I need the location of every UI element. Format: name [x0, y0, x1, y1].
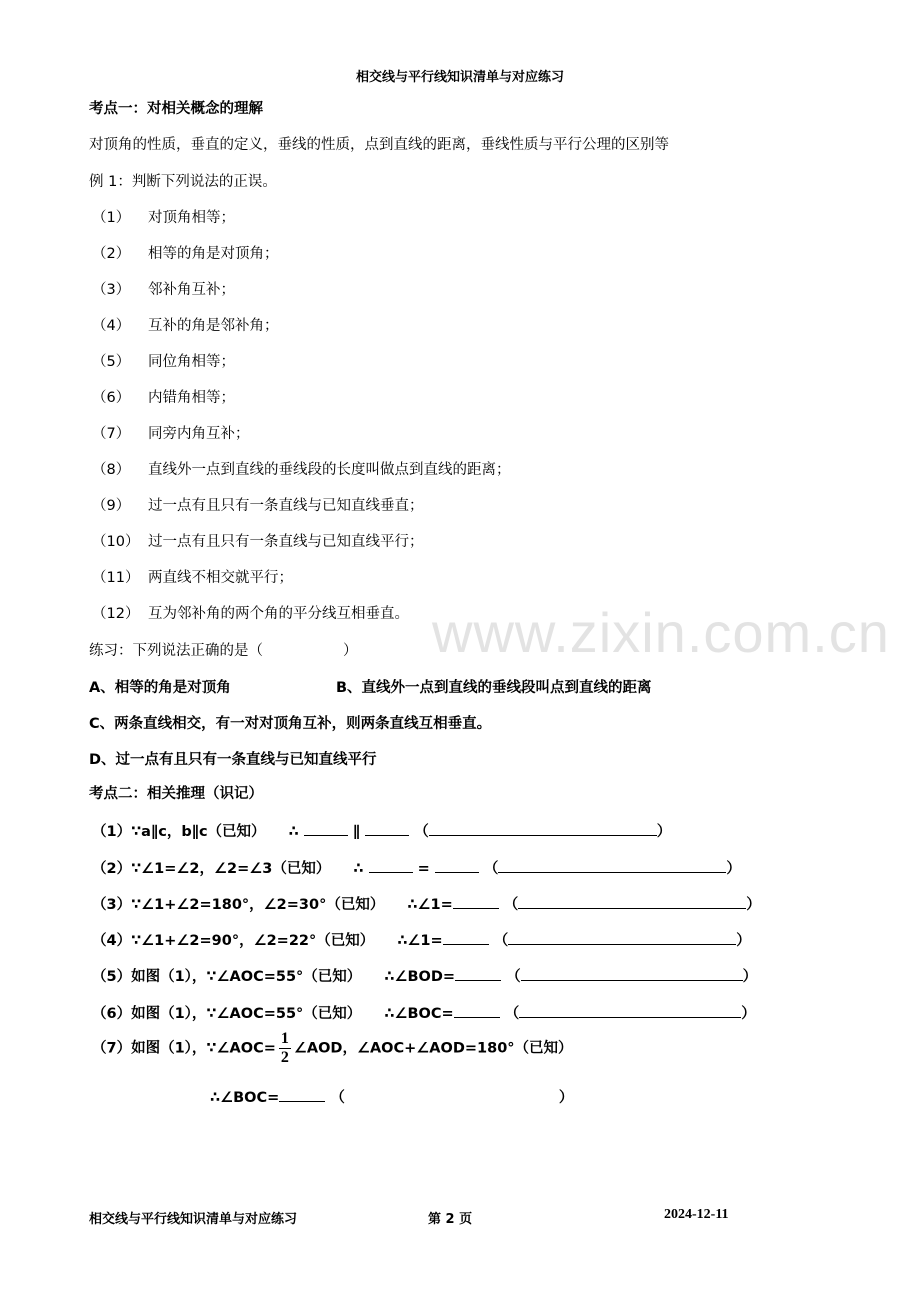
blank-field[interactable] [369, 858, 413, 873]
example-title: 例 1：判断下列说法的正误。 [89, 174, 277, 190]
reason-field[interactable] [519, 1003, 741, 1018]
option-d: D、过一点有且只有一条直线与已知直线平行 [89, 752, 377, 768]
reason-field[interactable] [498, 858, 726, 873]
list-item: （8） 直线外一点到直线的垂线段的长度叫做点到直线的距离； [92, 462, 511, 478]
list-item: （7） 同旁内角互补； [92, 426, 250, 442]
reasoning-row-7: （7）如图（1），∵∠AOC= $\frac{1}{2}$ ∠AOD，∠AOC+∠AOD=180°（已知） [92, 1030, 573, 1066]
list-item: （4） 互补的角是邻补角； [92, 318, 279, 334]
watermark: www.zixin.com.cn [432, 601, 890, 664]
fraction: $\frac{1}{2}$ [280, 1030, 289, 1066]
list-item: （11） 两直线不相交就平行； [92, 570, 293, 586]
reason-field[interactable] [508, 930, 736, 945]
blank-field[interactable] [453, 894, 499, 909]
option-b: B、直线外一点到直线的垂线段叫点到直线的距离 [336, 680, 652, 696]
blank-field[interactable] [454, 1003, 500, 1018]
practice-question: 练习：下列说法正确的是（ ） [89, 643, 358, 659]
list-item: （3） 邻补角互补； [92, 282, 235, 298]
list-item: （2） 相等的角是对顶角； [92, 246, 279, 262]
blank-field[interactable] [304, 821, 348, 836]
section-heading-1: 考点一：对相关概念的理解 [89, 101, 263, 117]
intro-text: 对顶角的性质，垂直的定义，垂线的性质，点到直线的距离，垂线性质与平行公理的区别等 [89, 137, 669, 153]
section-heading-2: 考点二：相关推理（识记） [89, 786, 263, 802]
reasoning-row-2: （2）∵∠1=∠2，∠2=∠3（已知） ∴ = （ ） [92, 857, 741, 878]
reasoning-row-1: （1）∵a∥c，b∥c（已知） ∴ ∥ （ ） [92, 820, 671, 841]
reasoning-row-7-conclusion: ∴∠BOC= （ ） [210, 1086, 573, 1107]
blank-field[interactable] [443, 930, 489, 945]
blank-field[interactable] [279, 1087, 325, 1102]
page-title: 相交线与平行线知识清单与对应练习 [355, 70, 564, 85]
list-item: （12） 互为邻补角的两个角的平分线互相垂直。 [92, 606, 409, 622]
blank-field[interactable] [435, 858, 479, 873]
page-number: 第 2 页 [428, 1212, 473, 1227]
option-c: C、两条直线相交，有一对对顶角互补，则两条直线互相垂直。 [89, 716, 492, 732]
footer-title: 相交线与平行线知识清单与对应练习 [89, 1212, 298, 1227]
reason-field[interactable] [429, 821, 657, 836]
list-item: （6） 内错角相等； [92, 390, 235, 406]
blank-field[interactable] [365, 821, 409, 836]
option-a: A、相等的角是对顶角 [89, 680, 231, 696]
reason-field[interactable] [518, 894, 746, 909]
blank-field[interactable] [455, 966, 501, 981]
reason-field[interactable] [521, 966, 743, 981]
list-item: （1） 对顶角相等； [92, 210, 235, 226]
reasoning-row-6: （6）如图（1），∵∠AOC=55°（已知） ∴∠BOC= （ ） [92, 1002, 756, 1023]
reasoning-row-5: （5）如图（1），∵∠AOC=55°（已知） ∴∠BOD= （ ） [92, 965, 757, 986]
list-item: （5） 同位角相等； [92, 354, 235, 370]
list-item: （9） 过一点有且只有一条直线与已知直线垂直； [92, 498, 424, 514]
reasoning-row-3: （3）∵∠1+∠2=180°，∠2=30°（已知） ∴∠1= （ ） [92, 893, 761, 914]
footer-date: 2024-12-11 [664, 1207, 729, 1222]
reasoning-row-4: （4）∵∠1+∠2=90°，∠2=22°（已知） ∴∠1= （ ） [92, 929, 751, 950]
list-item: （10） 过一点有且只有一条直线与已知直线平行； [92, 534, 424, 550]
